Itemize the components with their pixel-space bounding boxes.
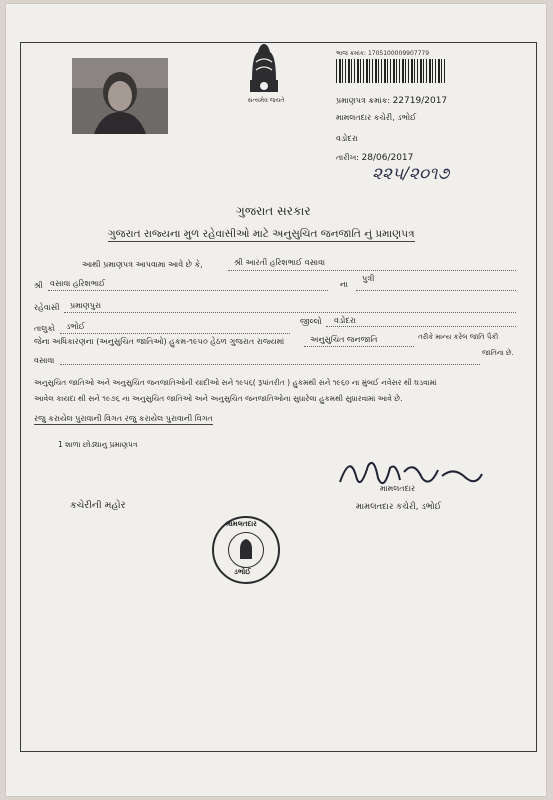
cert-number-label: પ્રમાણપત્ર ક્રમાંક: — [336, 96, 391, 105]
issue-date: 28/06/2017 — [361, 153, 414, 163]
signatory-title: મામલતદાર — [380, 484, 416, 493]
date-row — [336, 153, 413, 163]
signatory-office: મામલતદાર કચેરી, ડભોઈ — [356, 502, 442, 512]
caste-suffix: જાતિના છે. — [482, 349, 514, 357]
issue-statement: આથી પ્રમાણપત્ર આપવામા આવે છે કે, — [82, 260, 203, 269]
legal-paragraph-line2: આવેલ કાયદા થી સને ૧૯૭૬ ના અનુસુચિત જાતિઓ અને અનુસુચિત જનજાતિઓના સુધારેલા હુકમથી સુધારવામાં આવે છે. — [34, 394, 403, 403]
relation-line — [356, 290, 516, 291]
barcode — [336, 59, 446, 83]
relation-value: પુત્રી — [362, 274, 375, 283]
barcode-number: ભાજ ક્રમાંક: 1705100009907779 — [336, 50, 430, 57]
residence-line — [64, 312, 516, 313]
order-text: જેના અધિકારણના (અનુસુચિત જાતિઓ) હુકમ-૧૯૫૦ હેઠળ ગુજરાત રાજ્યમાં — [34, 337, 285, 346]
taluka-value: ડભોઈ — [66, 322, 85, 331]
caste-line — [60, 364, 480, 365]
district-name: વડોદરા — [336, 134, 358, 143]
seal-top-text: મામલતદાર — [226, 520, 257, 528]
handwritten-register-number: ૨૨૫/૨૦૧૭ — [372, 164, 450, 184]
taluka-line — [60, 333, 290, 334]
category-value: અનુસુચિત જનજાતિ — [310, 335, 378, 344]
document-item: 1 શાળા છોડ્યાનુ પ્રમાણપત્ર — [58, 440, 138, 449]
certificate-title: ગુજરાત રાજ્યના મુળ રહેવાસીઓ માટે અનુસુચિત જનજાતિ નું પ્રમાણપત્ર — [108, 228, 415, 240]
relation-of: ના — [340, 280, 348, 289]
father-line — [48, 290, 328, 291]
office-seal-label: કચેરીની મહોર — [70, 500, 126, 511]
category-line — [304, 346, 414, 347]
district-value: વડોદરા — [334, 316, 356, 325]
applicant-photo — [72, 58, 168, 134]
applicant-name: શ્રી આરતી હરિશભાઈ વસાવા — [234, 258, 326, 267]
cert-number-row — [336, 96, 447, 106]
district-line — [326, 326, 516, 327]
taluka-label: તાલુકો — [34, 324, 55, 333]
government-heading: ગુજરાત સરકાર — [236, 204, 311, 218]
father-name: વસાવા હરિશભાઈ — [50, 279, 106, 288]
district-label: જીલ્લો — [300, 317, 322, 326]
issuing-office: મામલતદાર કચેરી, ડભોઈ — [336, 113, 417, 122]
seal-emblem-icon — [229, 533, 263, 567]
seal-inner-ring — [228, 532, 264, 568]
father-prefix: શ્રી — [34, 281, 43, 290]
seal-bottom-text: ડભોઈ — [234, 568, 251, 576]
documents-heading: રજુ કરાયેલ પુરાવાની વિગત રજુ કરાયેલ પુરાવાની વિગત — [34, 414, 213, 423]
residence-label: રહેવાસી — [34, 303, 60, 312]
cert-number: 22719/2017 — [392, 96, 448, 106]
category-suffix: તરીકે માન્ય કરેલ જાતિ પૈકી — [418, 333, 499, 341]
caste-value: વસાવા — [34, 356, 55, 365]
legal-paragraph-line1: અનુસુચિત જાતિઓ અને અનુસુચિત જનજાતિઓની યાદીઓ સને ૧૯૫૬( રૂપાંતરીત ) હુકમથી સને ૧૯૬૦ ના મુંબઈ નવેસર થી ઘડવામાં — [34, 378, 437, 387]
name-line — [228, 270, 516, 271]
emblem-caption: સત્યમેવ જયતે — [247, 97, 285, 104]
residence-value: પ્રમાણપુરા — [70, 301, 102, 310]
office-seal — [212, 516, 280, 584]
date-label: તારીખ: — [336, 153, 359, 162]
